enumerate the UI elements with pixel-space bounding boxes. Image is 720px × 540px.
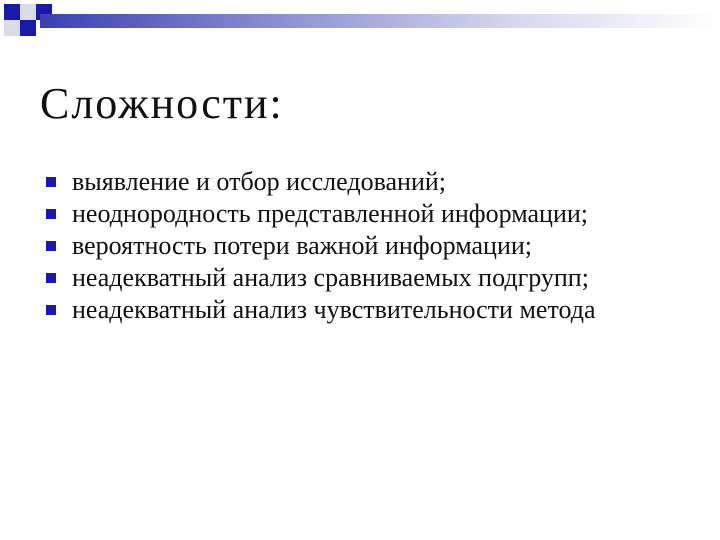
bullet-item (46, 198, 686, 230)
square-bullet-icon (46, 177, 56, 187)
bullet-list (46, 166, 686, 326)
bullet-item (46, 230, 686, 262)
square-icon (4, 4, 20, 20)
square-bullet-icon (46, 209, 56, 219)
square-bullet-icon (46, 273, 56, 283)
bullet-text: выявление и отбор исследований; (72, 167, 447, 196)
bullet-item (46, 166, 686, 198)
square-icon (20, 4, 36, 20)
bullet-item (46, 294, 686, 326)
bullet-item (46, 262, 686, 294)
square-icon (4, 20, 20, 36)
bullet-text: неоднородность представленной информации; (72, 199, 589, 228)
square-bullet-icon (46, 305, 56, 315)
bullet-text: вероятность потери важной информации; (72, 231, 533, 260)
square-icon (20, 20, 36, 36)
slide-title: Сложности: (40, 79, 284, 128)
header-decoration (0, 0, 720, 48)
bullet-text: неадекватный анализ чувствительности метода (72, 295, 596, 324)
bullet-text: неадекватный анализ сравниваемых подгрупп; (72, 263, 589, 292)
square-bullet-icon (46, 241, 56, 251)
header-gradient-bar (40, 14, 720, 28)
